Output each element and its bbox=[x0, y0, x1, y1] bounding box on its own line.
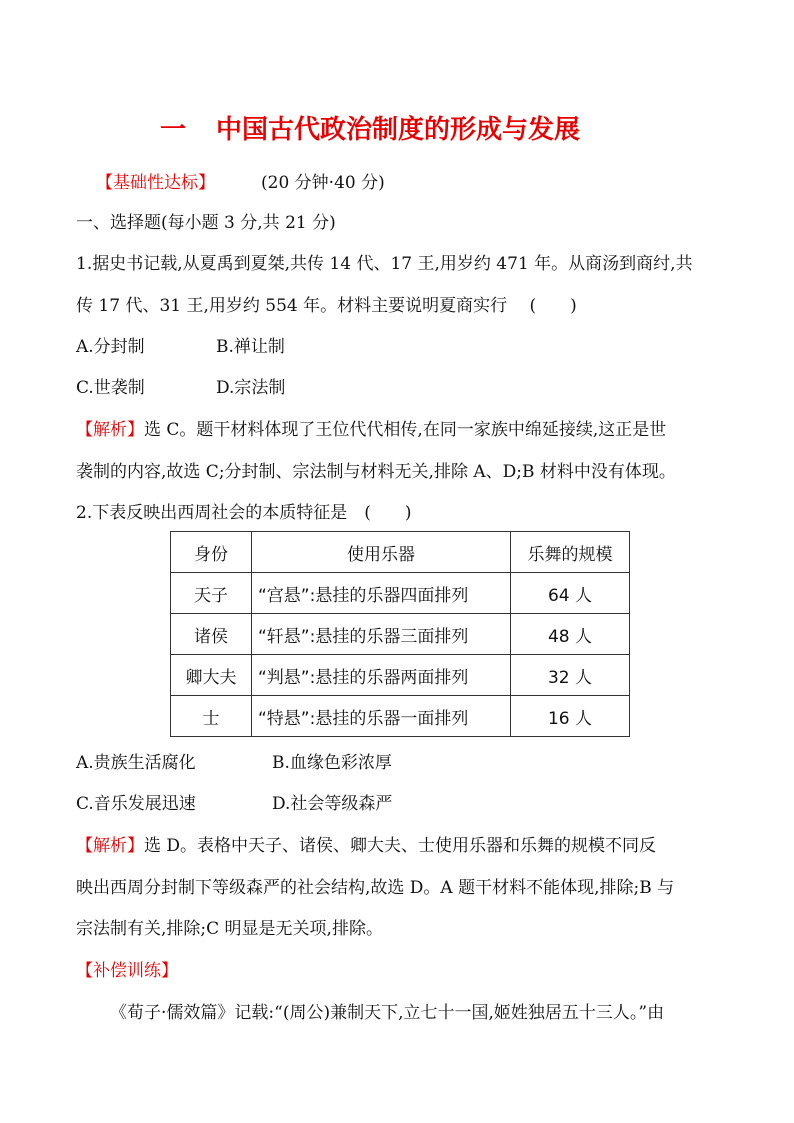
table-header-cell: 乐舞的规模 bbox=[511, 532, 630, 573]
section-header bbox=[96, 172, 385, 194]
table-row bbox=[171, 696, 630, 737]
q1-stem-line-2: 传 17 代、31 王,用岁约 554 年。材料主要说明夏商实行 ( ) bbox=[76, 296, 577, 316]
supplement-label: 【补偿训练】 bbox=[76, 961, 178, 981]
q1-options-row-2 bbox=[76, 377, 285, 399]
table-row bbox=[171, 655, 630, 696]
q2-analysis-text-1: 选 D。表格中天子、诸侯、卿大夫、士使用乐器和乐舞的规模不同反 bbox=[144, 836, 657, 856]
section-label: 【基础性达标】 bbox=[96, 173, 215, 193]
table-row bbox=[171, 614, 630, 655]
q2-options-row-2 bbox=[76, 793, 392, 815]
supplement-text: 《荀子·儒效篇》记载:“(周公)兼制天下,立七十一国,姬姓独居五十三人。”由 bbox=[110, 1003, 665, 1023]
q2-option-c[interactable]: C.音乐发展迅速 bbox=[76, 794, 196, 814]
part-heading: 一、选择题(每小题 3 分,共 21 分) bbox=[76, 213, 336, 233]
table-header-cell: 身份 bbox=[171, 532, 252, 573]
q1-analysis-line-1 bbox=[76, 419, 666, 441]
table-cell: “判悬”:悬挂的乐器两面排列 bbox=[252, 655, 511, 696]
table-cell: 士 bbox=[171, 696, 252, 737]
q2-stem: 2.下表反映出西周社会的本质特征是 ( ) bbox=[76, 503, 412, 523]
q1-analysis-text-1: 选 C。题干材料体现了王位代代相传,在同一家族中绵延接续,这正是世 bbox=[144, 420, 667, 440]
chapter-title: 中国古代政治制度的形成与发展 bbox=[216, 115, 581, 145]
q1-options-row-1 bbox=[76, 336, 285, 358]
ritual-music-table bbox=[170, 531, 630, 737]
q1-analysis-label: 【解析】 bbox=[76, 420, 144, 440]
q1-option-b[interactable]: B.禅让制 bbox=[216, 337, 285, 357]
q2-analysis-label: 【解析】 bbox=[76, 836, 144, 856]
q1-analysis-line-2: 袭制的内容,故选 C;分封制、宗法制与材料无关,排除 A、D;B 材料中没有体现。 bbox=[76, 462, 676, 482]
page-title bbox=[160, 113, 640, 147]
table-header-cell: 使用乐器 bbox=[252, 532, 511, 573]
q1-option-d[interactable]: D.宗法制 bbox=[216, 378, 286, 398]
q2-option-a[interactable]: A.贵族生活腐化 bbox=[76, 753, 196, 773]
table-header-row bbox=[171, 532, 630, 573]
table-cell: 64 人 bbox=[511, 573, 630, 614]
q2-analysis-line-3: 宗法制有关,排除;C 明显是无关项,排除。 bbox=[76, 919, 383, 939]
q1-option-a[interactable]: A.分封制 bbox=[76, 337, 145, 357]
table-cell: “宫悬”:悬挂的乐器四面排列 bbox=[252, 573, 511, 614]
q1-option-c[interactable]: C.世袭制 bbox=[76, 378, 145, 398]
q2-option-d[interactable]: D.社会等级森严 bbox=[272, 794, 393, 814]
q2-analysis-line-1 bbox=[76, 835, 656, 857]
table-cell: 32 人 bbox=[511, 655, 630, 696]
table-cell: 48 人 bbox=[511, 614, 630, 655]
q1-stem-line-1: 1.据史书记载,从夏禹到夏桀,共传 14 代、17 王,用岁约 471 年。从商汤到商纣,共 bbox=[76, 254, 693, 274]
q2-options-row-1 bbox=[76, 752, 392, 774]
table-cell: 16 人 bbox=[511, 696, 630, 737]
q2-analysis-line-2: 映出西周分封制下等级森严的社会结构,故选 D。A 题干材料不能体现,排除;B 与 bbox=[76, 878, 675, 898]
table-cell: “特悬”:悬挂的乐器一面排列 bbox=[252, 696, 511, 737]
table-cell: 天子 bbox=[171, 573, 252, 614]
section-time: (20 分钟·40 分) bbox=[261, 173, 385, 193]
table-cell: 诸侯 bbox=[171, 614, 252, 655]
table-row bbox=[171, 573, 630, 614]
q2-option-b[interactable]: B.血缘色彩浓厚 bbox=[272, 753, 392, 773]
table-cell: 卿大夫 bbox=[171, 655, 252, 696]
chapter-number: 一 bbox=[160, 115, 187, 145]
table-cell: “轩悬”:悬挂的乐器三面排列 bbox=[252, 614, 511, 655]
